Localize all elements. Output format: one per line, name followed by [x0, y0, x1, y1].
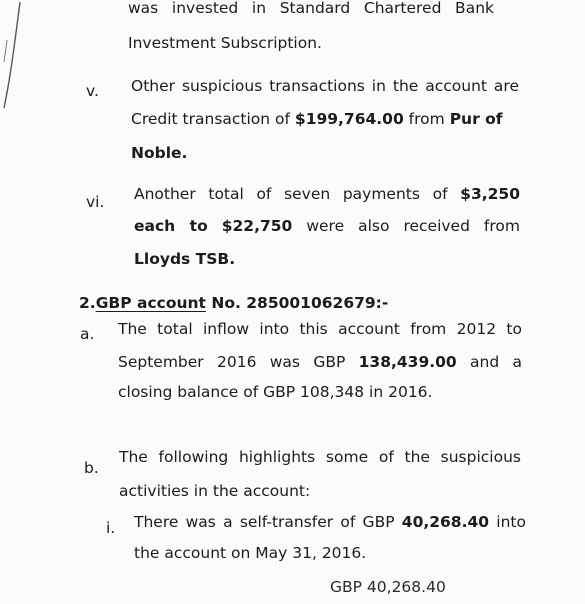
- item-vi-line-2: each to $22,750 were also received from: [134, 217, 520, 235]
- item-a-line-1: The total inflow into this account from 2012 to: [118, 320, 522, 338]
- item-v-marker: v.: [86, 82, 99, 100]
- item-vi-amount-2: $22,750: [221, 217, 293, 235]
- item-v-line-2: Credit transaction of $199,764.00 from Pur of: [131, 110, 503, 128]
- section-2-heading: 2.GBP account No. 285001062679:-: [79, 294, 389, 312]
- item-b-line-2: activities in the account:: [119, 482, 311, 500]
- item-v-line-1: Other suspicious transactions in the account are: [131, 77, 519, 95]
- item-vi-line-3: Lloyds TSB.: [134, 250, 236, 268]
- item-a-line-2: September 2016 was GBP 138,439.00 and a: [118, 353, 522, 371]
- section-2-title: GBP account: [95, 294, 206, 312]
- continuation-line-2: Investment Subscription.: [128, 34, 322, 52]
- item-b-i-line-2: the account on May 31, 2016.: [134, 544, 367, 562]
- item-a-line-3: closing balance of GBP 108,348 in 2016.: [118, 383, 433, 401]
- item-a-marker: a.: [80, 325, 95, 343]
- item-v-source: Pur of: [449, 110, 503, 128]
- item-b-marker: b.: [84, 459, 99, 477]
- continuation-line-1: was invested in Standard Chartered Bank: [128, 0, 494, 17]
- item-b-i-amount: 40,268.40: [401, 513, 490, 531]
- item-v-line-3: Noble.: [131, 144, 188, 162]
- item-v-amount: $199,764.00: [294, 110, 404, 128]
- item-vi-line-1: Another total of seven payments of $3,250: [134, 185, 520, 203]
- item-vi-marker: vi.: [86, 193, 105, 211]
- item-vi-amount-1: $3,250: [460, 185, 520, 203]
- item-b-i-line-1: There was a self-transfer of GBP 40,268.40 into: [134, 513, 526, 531]
- cut-off-line: GBP 40,268.40: [330, 578, 446, 596]
- pen-margin-mark: [0, 0, 26, 110]
- item-a-amount: 138,439.00: [358, 353, 457, 371]
- item-b-i-marker: i.: [106, 519, 116, 537]
- item-b-line-1: The following highlights some of the suspicious: [119, 448, 521, 466]
